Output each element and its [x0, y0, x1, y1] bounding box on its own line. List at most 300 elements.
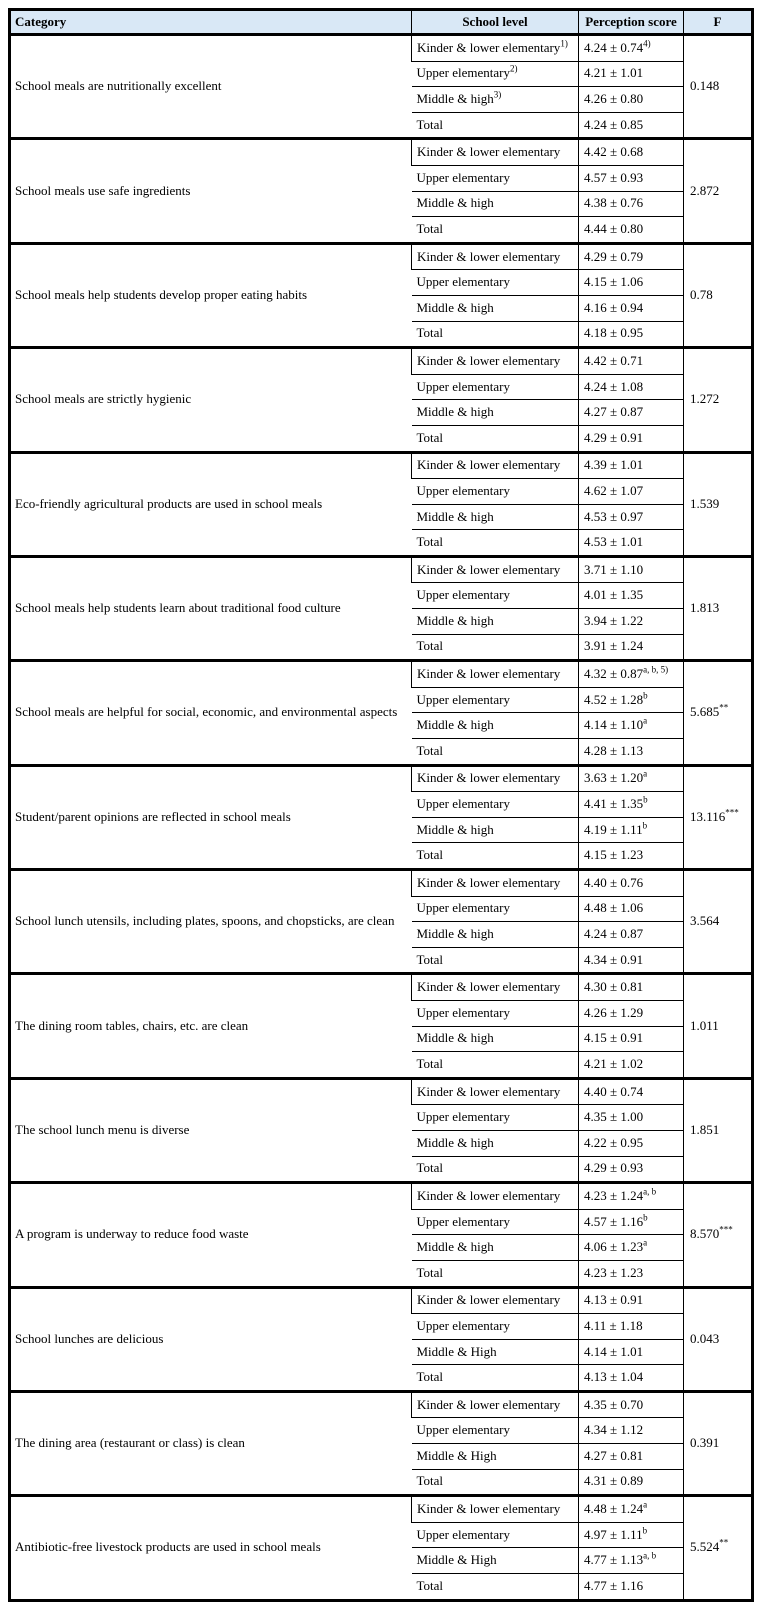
- school-level-cell: [412, 947, 579, 974]
- school-level-label: Middle & high: [416, 508, 494, 524]
- perception-score-cell: [579, 556, 684, 583]
- school-level-label: Upper elementary: [416, 796, 510, 812]
- perception-score-value: 4.29 ± 0.93: [584, 1160, 644, 1176]
- school-level-label: Middle & high: [416, 1239, 494, 1255]
- f-value: 1.813: [690, 600, 720, 616]
- perception-score-value: 4.15 ± 0.91: [584, 1030, 644, 1046]
- school-level-cell: [412, 321, 579, 348]
- school-level-label: Total: [416, 1577, 444, 1593]
- footnote-marker: 4): [643, 38, 651, 49]
- school-level-label: Total: [416, 951, 444, 967]
- perception-score-value: 4.28 ± 1.13: [584, 742, 644, 758]
- perception-score-value: 4.21 ± 1.02: [584, 1055, 644, 1071]
- school-level-label: Kinder & lower elementary: [417, 248, 561, 264]
- school-level-label: Total: [416, 220, 444, 236]
- perception-score-cell: [579, 1156, 684, 1183]
- table-section: [10, 1078, 753, 1182]
- perception-score-value: 4.15 ± 1.23: [584, 847, 644, 863]
- f-value: 0.78: [690, 286, 713, 302]
- category-cell: [10, 1391, 412, 1495]
- perception-score-cell: [579, 1365, 684, 1392]
- school-level-label: Total: [416, 325, 444, 341]
- perception-score-value: 4.57 ± 1.16: [584, 1213, 644, 1229]
- footnote-marker: a, b, 5): [643, 664, 669, 675]
- perception-score-cell: [579, 374, 684, 400]
- school-level-cell: [412, 1391, 579, 1418]
- perception-score-value: 4.42 ± 0.68: [584, 144, 644, 160]
- perception-score-cell: [579, 1000, 684, 1026]
- f-value-cell: [684, 35, 753, 139]
- perception-score-value: 4.23 ± 1.24: [584, 1187, 644, 1203]
- school-level-label: Kinder & lower elementary: [417, 1396, 561, 1412]
- perception-score-value: 4.53 ± 0.97: [584, 508, 644, 524]
- school-level-label: Total: [416, 1055, 444, 1071]
- f-value-cell: [684, 1287, 753, 1391]
- f-value-cell: [684, 1496, 753, 1600]
- perception-score-cell: [579, 1260, 684, 1287]
- school-level-cell: [412, 1260, 579, 1287]
- perception-score-value: 4.48 ± 1.24: [584, 1501, 644, 1517]
- perception-score-cell: [579, 479, 684, 505]
- school-level-label: Upper elementary: [416, 274, 510, 290]
- footnote-marker: 3): [493, 89, 502, 100]
- school-level-label: Middle & high: [416, 91, 494, 107]
- school-level-cell: [412, 374, 579, 400]
- school-level-cell: [412, 634, 579, 661]
- perception-score-cell: [579, 87, 684, 113]
- table-row: [10, 139, 753, 166]
- perception-score-value: 4.26 ± 1.29: [584, 1004, 644, 1020]
- perception-score-value: 4.22 ± 0.95: [584, 1134, 644, 1150]
- category-label: The school lunch menu is diverse: [15, 1121, 190, 1137]
- perception-score-cell: [579, 792, 684, 818]
- perception-score-value: 4.13 ± 1.04: [584, 1369, 644, 1385]
- perception-score-cell: [579, 1314, 684, 1340]
- category-cell: [10, 452, 412, 556]
- school-level-cell: [412, 556, 579, 583]
- perception-score-value: 4.30 ± 0.81: [584, 979, 644, 995]
- f-value: 0.391: [690, 1435, 720, 1451]
- school-level-cell: [412, 922, 579, 948]
- category-label: School lunch utensils, including plates, spoons, and chopsticks, are clean: [15, 913, 395, 929]
- f-value: 13.116: [690, 808, 726, 824]
- school-level-cell: [412, 1209, 579, 1235]
- table-row: [10, 348, 753, 375]
- f-value-cell: [684, 765, 753, 869]
- school-level-cell: [412, 817, 579, 843]
- school-level-label: Middle & High: [416, 1343, 497, 1359]
- perception-score-cell: [579, 870, 684, 897]
- school-level-cell: [412, 504, 579, 530]
- school-level-label: Middle & high: [416, 195, 494, 211]
- perception-score-cell: [579, 1444, 684, 1470]
- header-category: Category: [10, 10, 412, 35]
- perception-score-cell: [579, 1235, 684, 1261]
- school-level-label: Kinder & lower elementary: [417, 352, 561, 368]
- category-cell: [10, 765, 412, 869]
- category-label: Eco-friendly agricultural products are used in school meals: [15, 495, 323, 511]
- school-level-label: Kinder & lower elementary: [417, 666, 561, 682]
- perception-score-value: 4.40 ± 0.74: [584, 1083, 644, 1099]
- perception-score-cell: [579, 61, 684, 87]
- school-level-cell: [412, 1078, 579, 1105]
- table-section: [10, 452, 753, 556]
- school-level-cell: [412, 270, 579, 296]
- table-section: [10, 661, 753, 765]
- school-level-cell: [412, 530, 579, 557]
- perception-score-cell: [579, 947, 684, 974]
- perception-score-cell: [579, 1287, 684, 1314]
- perception-score-cell: [579, 843, 684, 870]
- school-level-cell: [412, 1314, 579, 1340]
- f-value: 0.148: [690, 78, 720, 94]
- perception-score-value: 3.94 ± 1.22: [584, 612, 644, 628]
- table-row: [10, 1287, 753, 1314]
- perception-score-cell: [579, 1078, 684, 1105]
- table-section: [10, 1496, 753, 1600]
- school-level-label: Upper elementary: [416, 378, 510, 394]
- perception-score-cell: [579, 1209, 684, 1235]
- perception-score-cell: [579, 1418, 684, 1444]
- school-level-label: Total: [416, 1473, 444, 1489]
- school-level-cell: [412, 739, 579, 766]
- perception-score-value: 4.15 ± 1.06: [584, 274, 644, 290]
- school-level-cell: [412, 348, 579, 375]
- perception-score-cell: [579, 1339, 684, 1365]
- perception-score-cell: [579, 1130, 684, 1156]
- school-level-cell: [412, 1156, 579, 1183]
- school-level-cell: [412, 165, 579, 191]
- school-level-cell: [412, 1287, 579, 1314]
- perception-score-cell: [579, 295, 684, 321]
- perception-score-cell: [579, 165, 684, 191]
- school-level-label: Upper elementary: [416, 900, 510, 916]
- perception-score-value: 4.57 ± 0.93: [584, 169, 644, 185]
- school-level-label: Total: [416, 1160, 444, 1176]
- perception-score-value: 4.48 ± 1.06: [584, 900, 644, 916]
- school-level-label: Kinder & lower elementary: [417, 39, 561, 55]
- perception-score-value: 4.32 ± 0.87: [584, 666, 644, 682]
- school-level-label: Upper elementary: [416, 1004, 510, 1020]
- f-value-cell: [684, 139, 753, 243]
- perception-score-value: 4.34 ± 0.91: [584, 951, 644, 967]
- f-value-cell: [684, 1078, 753, 1182]
- category-cell: [10, 1183, 412, 1287]
- school-level-label: Upper elementary: [416, 169, 510, 185]
- perception-score-value: 4.27 ± 0.81: [584, 1447, 644, 1463]
- perception-score-value: 4.97 ± 1.11: [584, 1526, 643, 1542]
- school-level-label: Upper elementary: [416, 1422, 510, 1438]
- school-level-cell: [412, 112, 579, 139]
- perception-score-value: 4.52 ± 1.28: [584, 691, 644, 707]
- school-level-label: Middle & high: [416, 299, 494, 315]
- f-value-cell: [684, 1391, 753, 1495]
- category-cell: [10, 35, 412, 139]
- school-level-cell: [412, 1469, 579, 1496]
- school-level-cell: [412, 35, 579, 62]
- f-value: 1.851: [690, 1121, 720, 1137]
- perception-score-cell: [579, 609, 684, 635]
- perception-score-cell: [579, 974, 684, 1001]
- f-value-cell: [684, 974, 753, 1078]
- school-level-cell: [412, 1183, 579, 1210]
- category-label: School meals help students learn about traditional food culture: [15, 600, 341, 616]
- school-level-label: Total: [416, 1369, 444, 1385]
- table-section: [10, 35, 753, 139]
- school-level-label: Kinder & lower elementary: [417, 1292, 561, 1308]
- category-label: School lunches are delicious: [15, 1330, 164, 1346]
- school-level-label: Middle & high: [416, 717, 494, 733]
- school-level-cell: [412, 583, 579, 609]
- perception-score-value: 4.29 ± 0.91: [584, 429, 644, 445]
- school-level-cell: [412, 191, 579, 217]
- perception-score-value: 4.18 ± 0.95: [584, 325, 644, 341]
- footnote-marker: b: [642, 820, 648, 831]
- category-cell: [10, 556, 412, 660]
- school-level-label: Upper elementary: [416, 482, 510, 498]
- school-level-label: Kinder & lower elementary: [417, 1187, 561, 1203]
- category-cell: [10, 1496, 412, 1600]
- school-level-label: Total: [416, 534, 444, 550]
- school-level-cell: [412, 1235, 579, 1261]
- f-value-cell: [684, 1183, 753, 1287]
- category-cell: [10, 1078, 412, 1182]
- school-level-cell: [412, 400, 579, 426]
- perception-score-value: 4.23 ± 1.23: [584, 1264, 644, 1280]
- perception-score-value: 4.34 ± 1.12: [584, 1422, 644, 1438]
- perception-score-cell: [579, 504, 684, 530]
- school-level-cell: [412, 1105, 579, 1131]
- school-level-cell: [412, 792, 579, 818]
- school-level-cell: [412, 870, 579, 897]
- school-level-label: Middle & high: [416, 404, 494, 420]
- school-level-label: Kinder & lower elementary: [417, 457, 561, 473]
- perception-score-cell: [579, 583, 684, 609]
- school-level-label: Upper elementary: [416, 1109, 510, 1125]
- perception-score-value: 4.31 ± 0.89: [584, 1473, 644, 1489]
- perception-score-value: 4.06 ± 1.23: [584, 1239, 644, 1255]
- significance-marker: ***: [725, 807, 739, 818]
- footnote-marker: a, b: [643, 1550, 657, 1561]
- school-level-cell: [412, 1444, 579, 1470]
- school-level-label: Upper elementary: [416, 1526, 510, 1542]
- perception-score-cell: [579, 687, 684, 713]
- table-row: [10, 1391, 753, 1418]
- perception-score-cell: [579, 634, 684, 661]
- category-label: A program is underway to reduce food waste: [15, 1226, 249, 1242]
- school-level-cell: [412, 609, 579, 635]
- footnote-marker: a: [643, 1499, 648, 1510]
- perception-score-value: 4.14 ± 1.10: [584, 717, 644, 733]
- school-level-cell: [412, 479, 579, 505]
- perception-score-value: 4.29 ± 0.79: [584, 248, 644, 264]
- school-level-cell: [412, 843, 579, 870]
- perception-score-cell: [579, 896, 684, 922]
- perception-score-value: 4.40 ± 0.76: [584, 874, 644, 890]
- table-row: [10, 556, 753, 583]
- perception-score-value: 4.01 ± 1.35: [584, 587, 644, 603]
- table-section: [10, 243, 753, 347]
- table-section: [10, 139, 753, 243]
- school-level-cell: [412, 1130, 579, 1156]
- category-cell: [10, 139, 412, 243]
- perception-score-cell: [579, 817, 684, 843]
- f-value: 2.872: [690, 182, 720, 198]
- category-cell: [10, 974, 412, 1078]
- footnote-marker: a: [643, 715, 648, 726]
- category-label: The dining area (restaurant or class) is clean: [15, 1435, 245, 1451]
- table-row: [10, 1078, 753, 1105]
- perception-score-cell: [579, 713, 684, 739]
- table-row: [10, 452, 753, 479]
- table-row: [10, 661, 753, 688]
- perception-score-cell: [579, 321, 684, 348]
- table-header: [10, 10, 753, 35]
- school-level-cell: [412, 687, 579, 713]
- perception-score-cell: [579, 739, 684, 766]
- perception-score-value: 4.42 ± 0.71: [584, 352, 644, 368]
- school-level-label: Kinder & lower elementary: [417, 1501, 561, 1517]
- table-section: [10, 1287, 753, 1391]
- perception-score-value: 4.77 ± 1.16: [584, 1577, 644, 1593]
- table-row: [10, 1496, 753, 1523]
- perception-score-value: 4.24 ± 1.08: [584, 378, 644, 394]
- perception-score-value: 4.24 ± 0.87: [584, 926, 644, 942]
- f-value: 5.524: [690, 1539, 720, 1555]
- f-value: 1.272: [690, 391, 720, 407]
- category-label: School meals are helpful for social, economic, and environmental aspects: [15, 704, 398, 720]
- category-label: Student/parent opinions are reflected in school meals: [15, 808, 291, 824]
- school-level-label: Total: [416, 429, 444, 445]
- header-perception-score: Perception score: [579, 10, 684, 35]
- school-level-cell: [412, 1496, 579, 1523]
- f-value: 0.043: [690, 1330, 720, 1346]
- table-section: [10, 974, 753, 1078]
- significance-marker: **: [719, 1538, 729, 1549]
- category-label: School meals are nutritionally excellent: [15, 78, 222, 94]
- f-value-cell: [684, 556, 753, 660]
- table-row: [10, 870, 753, 897]
- perception-score-value: 4.24 ± 0.74: [584, 39, 644, 55]
- perception-score-value: 4.11 ± 1.18: [584, 1317, 643, 1333]
- school-level-label: Kinder & lower elementary: [417, 1083, 561, 1099]
- perception-score-cell: [579, 1574, 684, 1601]
- perception-score-value: 4.38 ± 0.76: [584, 195, 644, 211]
- perception-score-cell: [579, 112, 684, 139]
- table-section: [10, 870, 753, 974]
- perception-score-cell: [579, 922, 684, 948]
- header-row: [10, 10, 753, 35]
- school-level-label: Middle & high: [416, 1030, 494, 1046]
- category-cell: [10, 1287, 412, 1391]
- category-cell: [10, 243, 412, 347]
- school-level-cell: [412, 661, 579, 688]
- f-value: 1.539: [690, 495, 720, 511]
- perception-score-value: 4.27 ± 0.87: [584, 404, 644, 420]
- school-level-cell: [412, 1052, 579, 1079]
- perception-score-value: 4.24 ± 0.85: [584, 116, 644, 132]
- perception-score-value: 4.16 ± 0.94: [584, 299, 644, 315]
- perception-score-value: 4.26 ± 0.80: [584, 91, 644, 107]
- footnote-marker: 2): [509, 64, 518, 75]
- footnote-marker: a: [643, 1237, 648, 1248]
- school-level-cell: [412, 1000, 579, 1026]
- school-level-label: Total: [416, 638, 444, 654]
- perception-score-cell: [579, 1522, 684, 1548]
- school-level-label: Upper elementary: [416, 1317, 510, 1333]
- perception-score-value: 4.21 ± 1.01: [584, 65, 644, 81]
- perception-score-cell: [579, 139, 684, 166]
- school-level-cell: [412, 765, 579, 792]
- category-cell: [10, 661, 412, 765]
- perception-score-cell: [579, 270, 684, 296]
- school-level-label: Middle & high: [416, 612, 494, 628]
- perception-table: [8, 8, 754, 1602]
- f-value-cell: [684, 243, 753, 347]
- school-level-label: Upper elementary: [416, 1213, 510, 1229]
- school-level-label: Middle & high: [416, 821, 494, 837]
- f-value-cell: [684, 870, 753, 974]
- f-value: 8.570: [690, 1226, 720, 1242]
- footnote-marker: b: [643, 690, 648, 701]
- perception-score-value: 3.71 ± 1.10: [584, 561, 644, 577]
- perception-score-cell: [579, 217, 684, 244]
- school-level-label: Upper elementary: [416, 587, 510, 603]
- school-level-cell: [412, 896, 579, 922]
- school-level-cell: [412, 87, 579, 113]
- table-section: [10, 348, 753, 452]
- footnote-marker: a: [643, 769, 648, 780]
- f-value: 3.564: [690, 913, 720, 929]
- school-level-label: Kinder & lower elementary: [417, 979, 561, 995]
- table-section: [10, 1183, 753, 1287]
- header-f: F: [684, 10, 753, 35]
- school-level-label: Middle & High: [416, 1552, 497, 1568]
- school-level-label: Kinder & lower elementary: [417, 144, 561, 160]
- f-value-cell: [684, 452, 753, 556]
- perception-score-cell: [579, 191, 684, 217]
- perception-score-cell: [579, 1496, 684, 1523]
- school-level-label: Middle & High: [416, 1447, 497, 1463]
- perception-score-value: 4.44 ± 0.80: [584, 220, 644, 236]
- school-level-cell: [412, 1574, 579, 1601]
- category-label: School meals are strictly hygienic: [15, 391, 192, 407]
- table-section: [10, 556, 753, 660]
- perception-score-cell: [579, 452, 684, 479]
- school-level-cell: [412, 139, 579, 166]
- perception-score-cell: [579, 243, 684, 270]
- perception-score-value: 4.14 ± 1.01: [584, 1343, 644, 1359]
- f-value-cell: [684, 348, 753, 452]
- school-level-cell: [412, 1026, 579, 1052]
- school-level-label: Total: [416, 742, 444, 758]
- table-row: [10, 1183, 753, 1210]
- table-row: [10, 35, 753, 62]
- header-school-level: School level: [412, 10, 579, 35]
- footnote-marker: a, b: [643, 1186, 657, 1197]
- category-cell: [10, 348, 412, 452]
- school-level-cell: [412, 452, 579, 479]
- footnote-marker: 1): [560, 38, 568, 49]
- school-level-cell: [412, 243, 579, 270]
- perception-score-value: 4.19 ± 1.11: [584, 821, 643, 837]
- perception-score-cell: [579, 1469, 684, 1496]
- table-row: [10, 974, 753, 1001]
- perception-score-cell: [579, 348, 684, 375]
- school-level-label: Total: [416, 116, 444, 132]
- perception-score-cell: [579, 1183, 684, 1210]
- perception-score-cell: [579, 35, 684, 62]
